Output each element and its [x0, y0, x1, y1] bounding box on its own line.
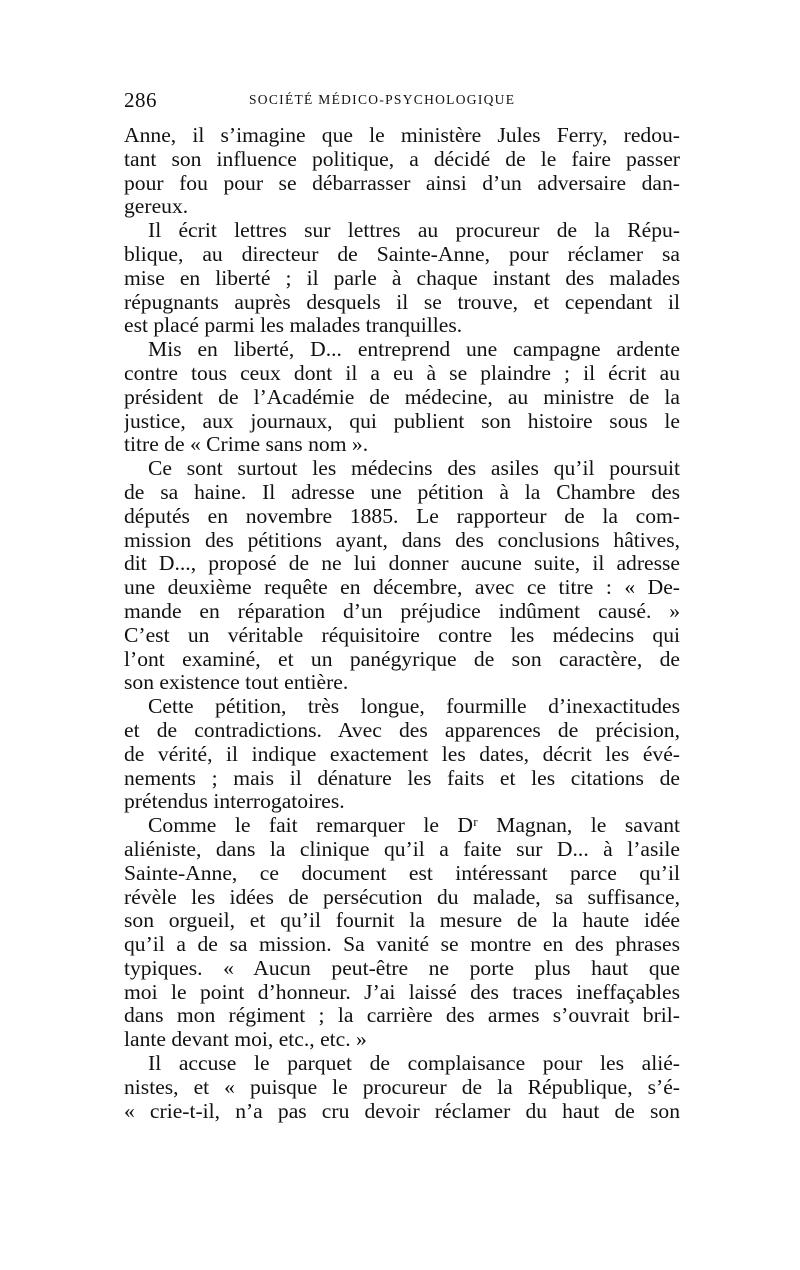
text-line: prétendus interrogatoires. [124, 790, 345, 814]
text-line: président de l’Académie de médecine, au ministre de la [124, 385, 680, 409]
body-text [124, 124, 680, 1123]
text-line: nistes, et « puisque le procureur de la République, s’é- [124, 1075, 680, 1099]
text-line: moi le point d’honneur. J’ai laissé des traces ineffaçables [124, 980, 680, 1004]
text-line: tant son influence politique, a décidé de le faire passer [124, 147, 680, 171]
text-line: Mis en liberté, D... entreprend une campagne ardente [148, 338, 680, 362]
text-line: Il écrit lettres sur lettres au procureur de la Répu- [148, 219, 680, 243]
text-line: aliéniste, dans la clinique qu’il a faite sur D... à l’asile [124, 837, 680, 861]
text-line: mission des pétitions ayant, dans des conclusions hâtives, [124, 528, 680, 552]
text-line: une deuxième requête en décembre, avec ce titre : « De- [124, 576, 680, 600]
text-line: répugnants auprès desquels il se trouve, et cependant il [124, 290, 680, 314]
text-line: titre de « Crime sans nom ». [124, 433, 369, 457]
text-line: Comme le fait remarquer le Dʳ Magnan, le savant [148, 814, 680, 838]
text-line: qu’il a de sa mission. Sa vanité se montre en des phrases [124, 933, 680, 957]
text-line: justice, aux journaux, qui publient son histoire sous le [124, 409, 680, 433]
text-line: députés en novembre 1885. Le rapporteur de la com- [124, 504, 680, 528]
running-title: SOCIÉTÉ MÉDICO-PSYCHOLOGIQUE [249, 92, 516, 107]
text-line: dans mon régiment ; la carrière des armes s’ouvrait bril- [124, 1004, 680, 1028]
text-line: de sa haine. Il adresse une pétition à la Chambre des [124, 480, 680, 504]
text-line: Sainte-Anne, ce document est intéressant parce qu’il [124, 861, 680, 885]
text-line: Il accuse le parquet de complaisance pour les alié- [148, 1052, 680, 1076]
text-line: est placé parmi les malades tranquilles. [124, 314, 463, 338]
text-line: l’ont examiné, et un panégyrique de son caractère, de [124, 647, 680, 671]
text-line: mande en réparation d’un préjudice indûment causé. » [124, 599, 680, 623]
text-line: C’est un véritable réquisitoire contre les médecins qui [124, 623, 680, 647]
text-line: de vérité, il indique exactement les dates, décrit les évé- [124, 742, 680, 766]
text-line: et de contradictions. Avec des apparences de précision, [124, 718, 680, 742]
text-line: Cette pétition, très longue, fourmille d’inexactitudes [148, 695, 680, 719]
text-line: Anne, il s’imagine que le ministère Jules Ferry, redou- [124, 124, 680, 147]
text-line: mise en liberté ; il parle à chaque instant des malades [124, 266, 680, 290]
text-line: son existence tout entière. [124, 671, 349, 695]
text-line: contre tous ceux dont il a eu à se plaindre ; il écrit au [124, 361, 680, 385]
text-line: blique, au directeur de Sainte-Anne, pour réclamer sa [124, 242, 680, 266]
text-line: nements ; mais il dénature les faits et les citations de [124, 766, 680, 790]
text-line: dit D..., proposé de ne lui donner aucune suite, il adresse [124, 552, 680, 576]
page-number: 286 [124, 88, 157, 112]
text-line: pour fou pour se débarrasser ainsi d’un adversaire dan- [124, 171, 680, 195]
text-line: « crie-t-il, n’a pas cru devoir réclamer du haut de son [124, 1099, 680, 1123]
text-line: typiques. « Aucun peut-être ne porte plus haut que [124, 956, 680, 980]
text-line: lante devant moi, etc., etc. » [124, 1028, 367, 1052]
running-head [124, 88, 680, 118]
text-line: gereux. [124, 195, 189, 219]
text-line: Ce sont surtout les médecins des asiles qu’il poursuit [148, 457, 680, 481]
text-line: révèle les idées de persécution du malade, sa suffisance, [124, 885, 680, 909]
text-line: son orgueil, et qu’il fournit la mesure de la haute idée [124, 909, 680, 933]
